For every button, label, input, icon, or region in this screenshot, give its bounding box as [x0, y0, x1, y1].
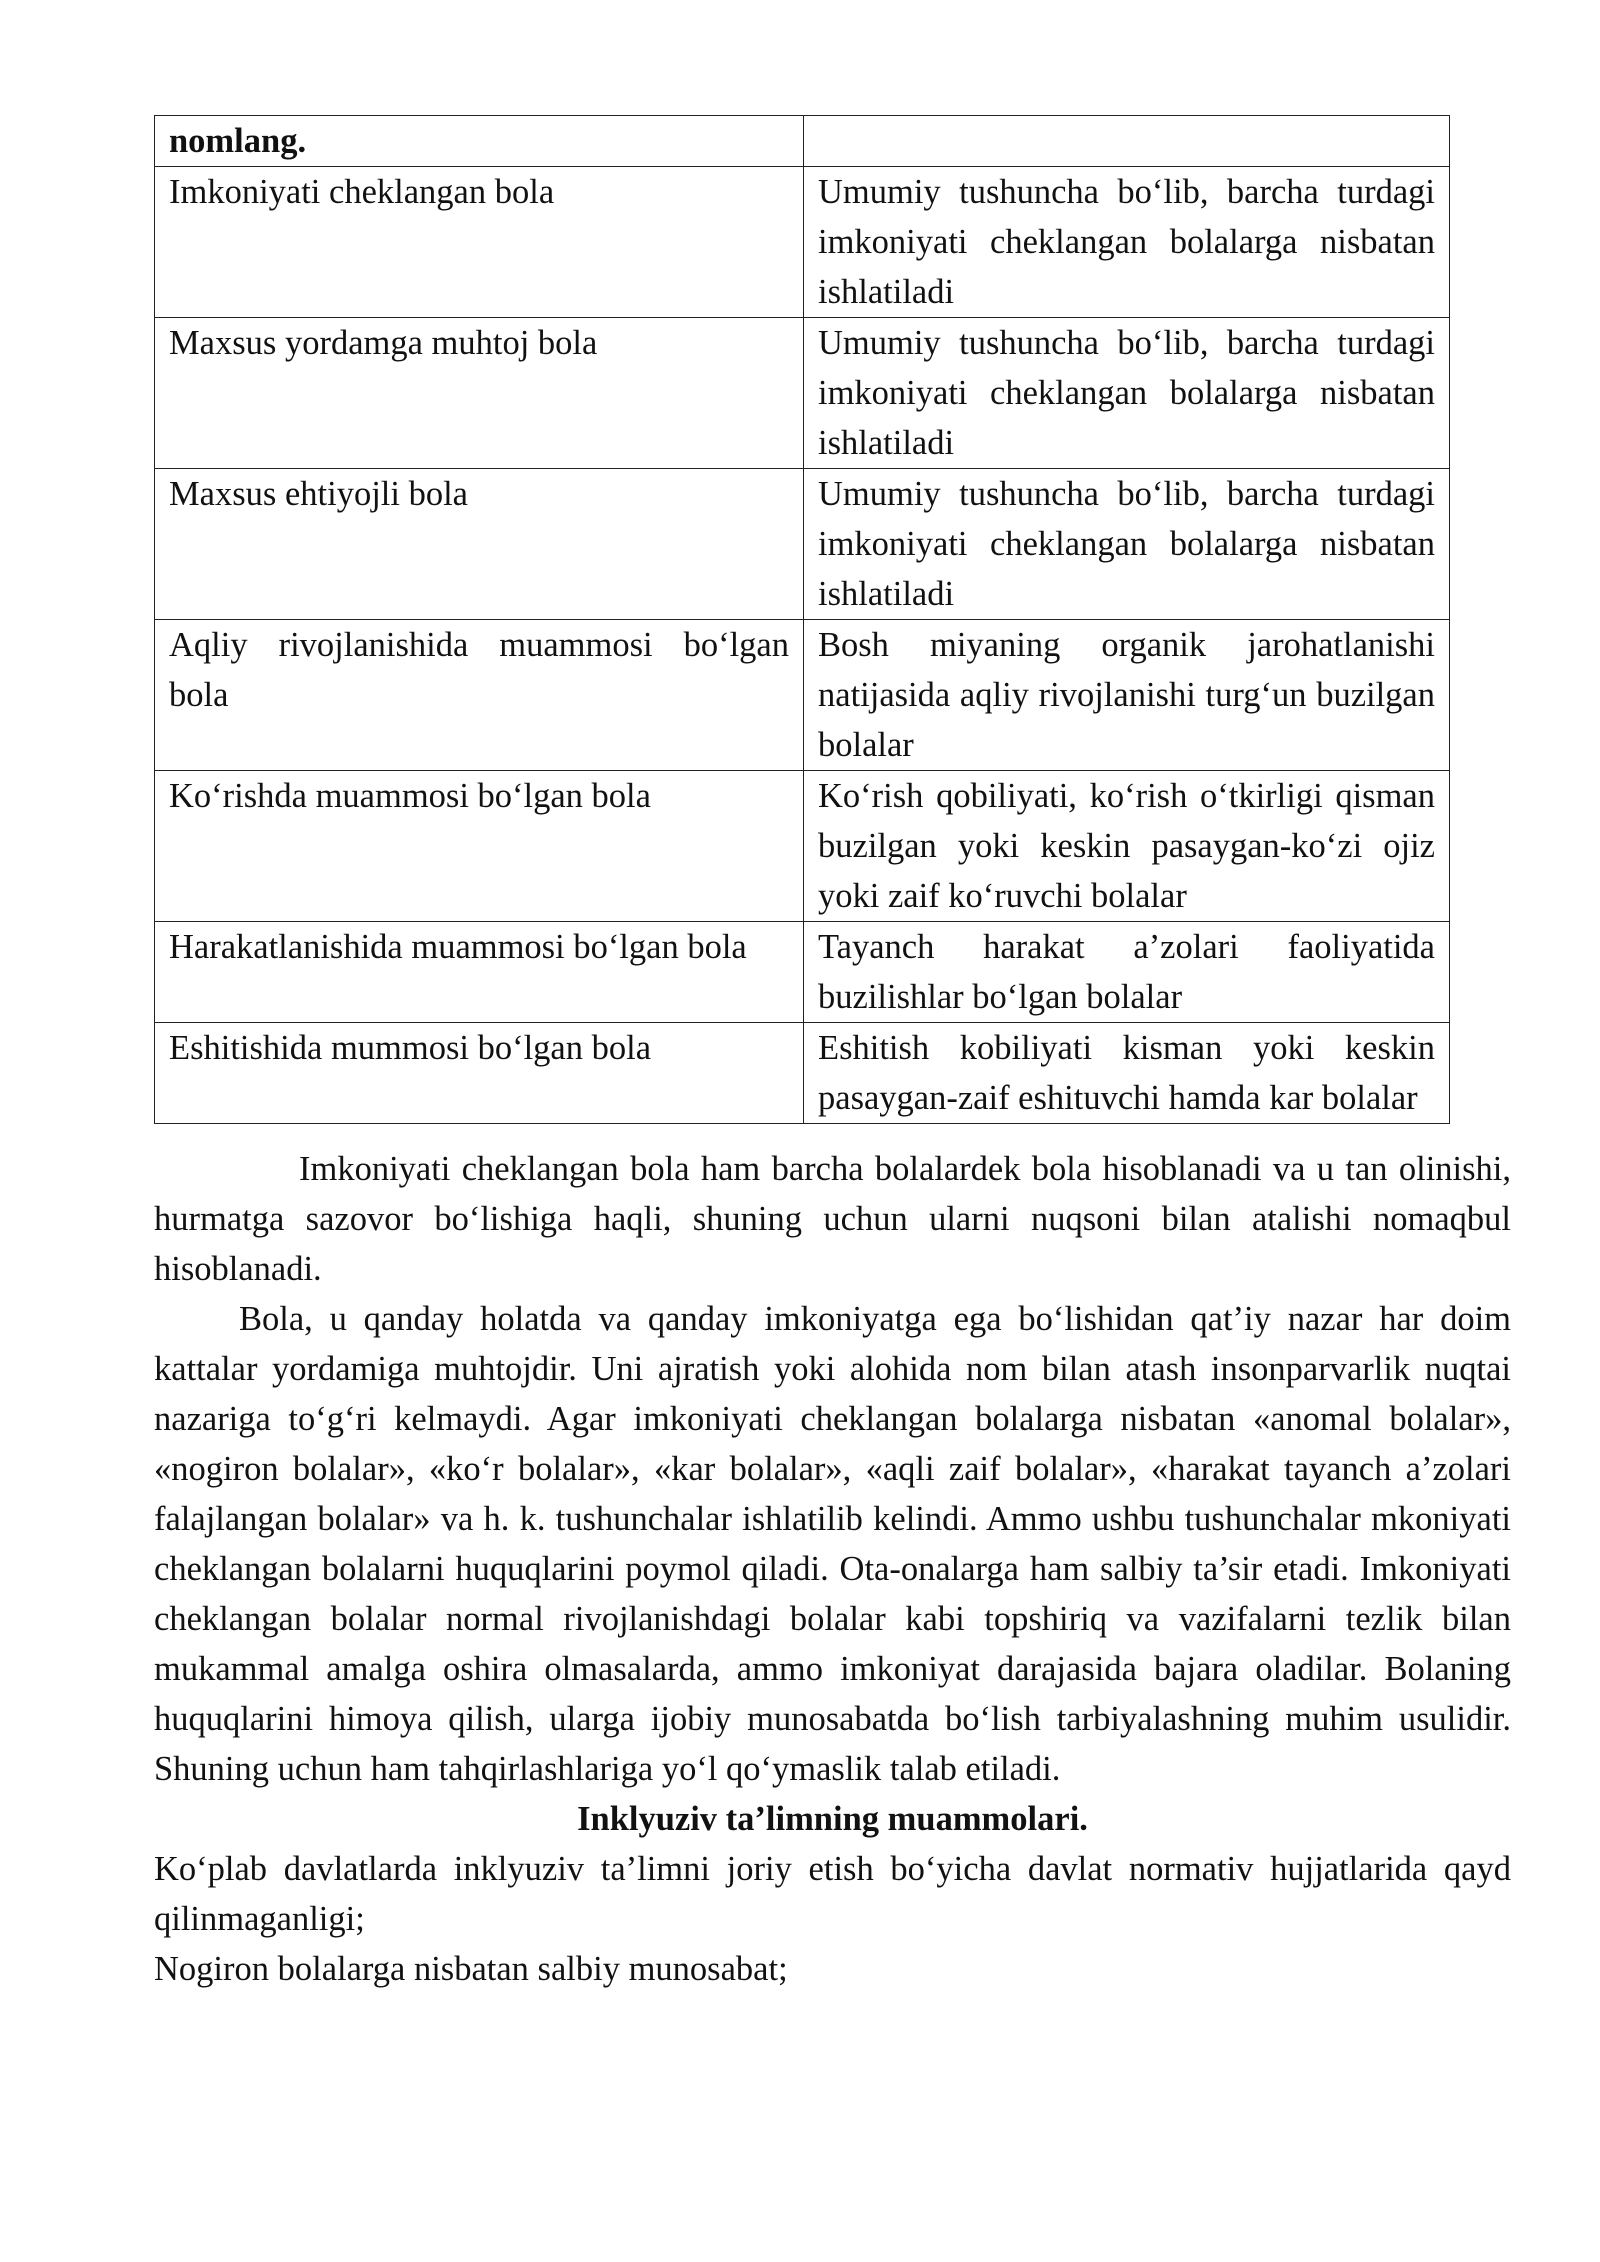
table-row [155, 620, 1450, 771]
term-cell: Aqliy rivojlanishida muammosi bo‘lgan bola [155, 620, 804, 771]
table-row [155, 771, 1450, 922]
table-header-cell: nomlang. [155, 116, 804, 167]
term-cell: Maxsus ehtiyojli bola [155, 469, 804, 620]
definition-cell: Umumiy tushuncha bo‘lib, barcha turdagi imkoniyati cheklangan bolalarga nisbatan ishlatiladi [804, 469, 1450, 620]
definition-cell: Ko‘rish qobiliyati, ko‘rish o‘tkirligi qisman buzilgan yoki keskin pasaygan-ko‘zi ojiz yoki zaif ko‘ruvchi bolalar [804, 771, 1450, 922]
term-cell: Imkoniyati cheklangan bola [155, 167, 804, 318]
list-item: Nogiron bolalarga nisbatan salbiy munosabat; [154, 1950, 788, 1988]
definition-cell: Eshitish kobiliyati kisman yoki keskin pasaygan-zaif eshituvchi hamda kar bolalar [804, 1023, 1450, 1124]
document-page [154, 115, 1511, 1994]
list-item: Ko‘plab davlatlarda inklyuziv ta’limni joriy etish bo‘yicha davlat normativ hujjatlarida qayd qilinmaganligi; [154, 1850, 1511, 1938]
table-header-row [155, 116, 1450, 167]
table-row [155, 318, 1450, 469]
term-cell: Maxsus yordamga muhtoj bola [155, 318, 804, 469]
paragraph: Imkoniyati cheklangan bola ham barcha bolalardek bola hisoblanadi va u tan olinishi, hurmatga sazovor bo‘lishiga haqli, shuning uchun ularni nuqsoni bilan atalishi nomaqbul hisoblanadi. [154, 1150, 1511, 1288]
paragraph: Bola, u qanday holatda va qanday imkoniyatga ega bo‘lishidan qat’iy nazar har doim kattalar yordamiga muhtojdir. Uni ajratish yoki alohida nom bilan atash insonparvarlik nuqtai nazariga to‘g‘ri kelmaydi. Agar imkoniyati cheklangan bolalarga nisbatan «anomal bolalar», «nogiron bolalar», «ko‘r bolalar», «kar bolalar», «aqli zaif bolalar», «harakat tayanch a’zolari falajlangan bolalar» va h. k. tushunchalar ishlatilib kelindi. Ammo ushbu tushunchalar mkoniyati cheklangan bolalarni huquqlarini poymol qiladi. Ota-onalarga ham salbiy ta’sir etadi. Imkoniyati cheklangan bolalar normal rivojlanishdagi bolalar kabi topshiriq va vazifalarni tezlik bilan mukammal amalga oshira olmasalarda, ammo imkoniyat darajasida bajara oladilar. Bolaning huquqlarini himoya qilish, ularga ijobiy munosabatda bo‘lish tarbiyalashning muhim usulidir. Shuning uchun ham tahqirlashlariga yo‘l qo‘ymaslik talab etiladi. [154, 1300, 1511, 1788]
definition-cell: Bosh miyaning organik jarohatlanishi natijasida aqliy rivojlanishi turg‘un buzilgan bolalar [804, 620, 1450, 771]
table-row [155, 1023, 1450, 1124]
definition-cell: Umumiy tushuncha bo‘lib, barcha turdagi imkoniyati cheklangan bolalarga nisbatan ishlatiladi [804, 167, 1450, 318]
terms-table [154, 115, 1450, 1124]
term-cell: Ko‘rishda muammosi bo‘lgan bola [155, 771, 804, 922]
table-row [155, 922, 1450, 1023]
term-cell: Harakatlanishida muammosi bo‘lgan bola [155, 922, 804, 1023]
section-heading: Inklyuziv ta’limning muammolari. [577, 1800, 1088, 1838]
table-row [155, 469, 1450, 620]
definition-cell: Umumiy tushuncha bo‘lib, barcha turdagi imkoniyati cheklangan bolalarga nisbatan ishlatiladi [804, 318, 1450, 469]
table-row [155, 167, 1450, 318]
definition-cell: Tayanch harakat a’zolari faoliyatida buzilishlar bo‘lgan bolalar [804, 922, 1450, 1023]
term-cell: Eshitishida mummosi bo‘lgan bola [155, 1023, 804, 1124]
table-header-cell-empty [804, 116, 1450, 167]
